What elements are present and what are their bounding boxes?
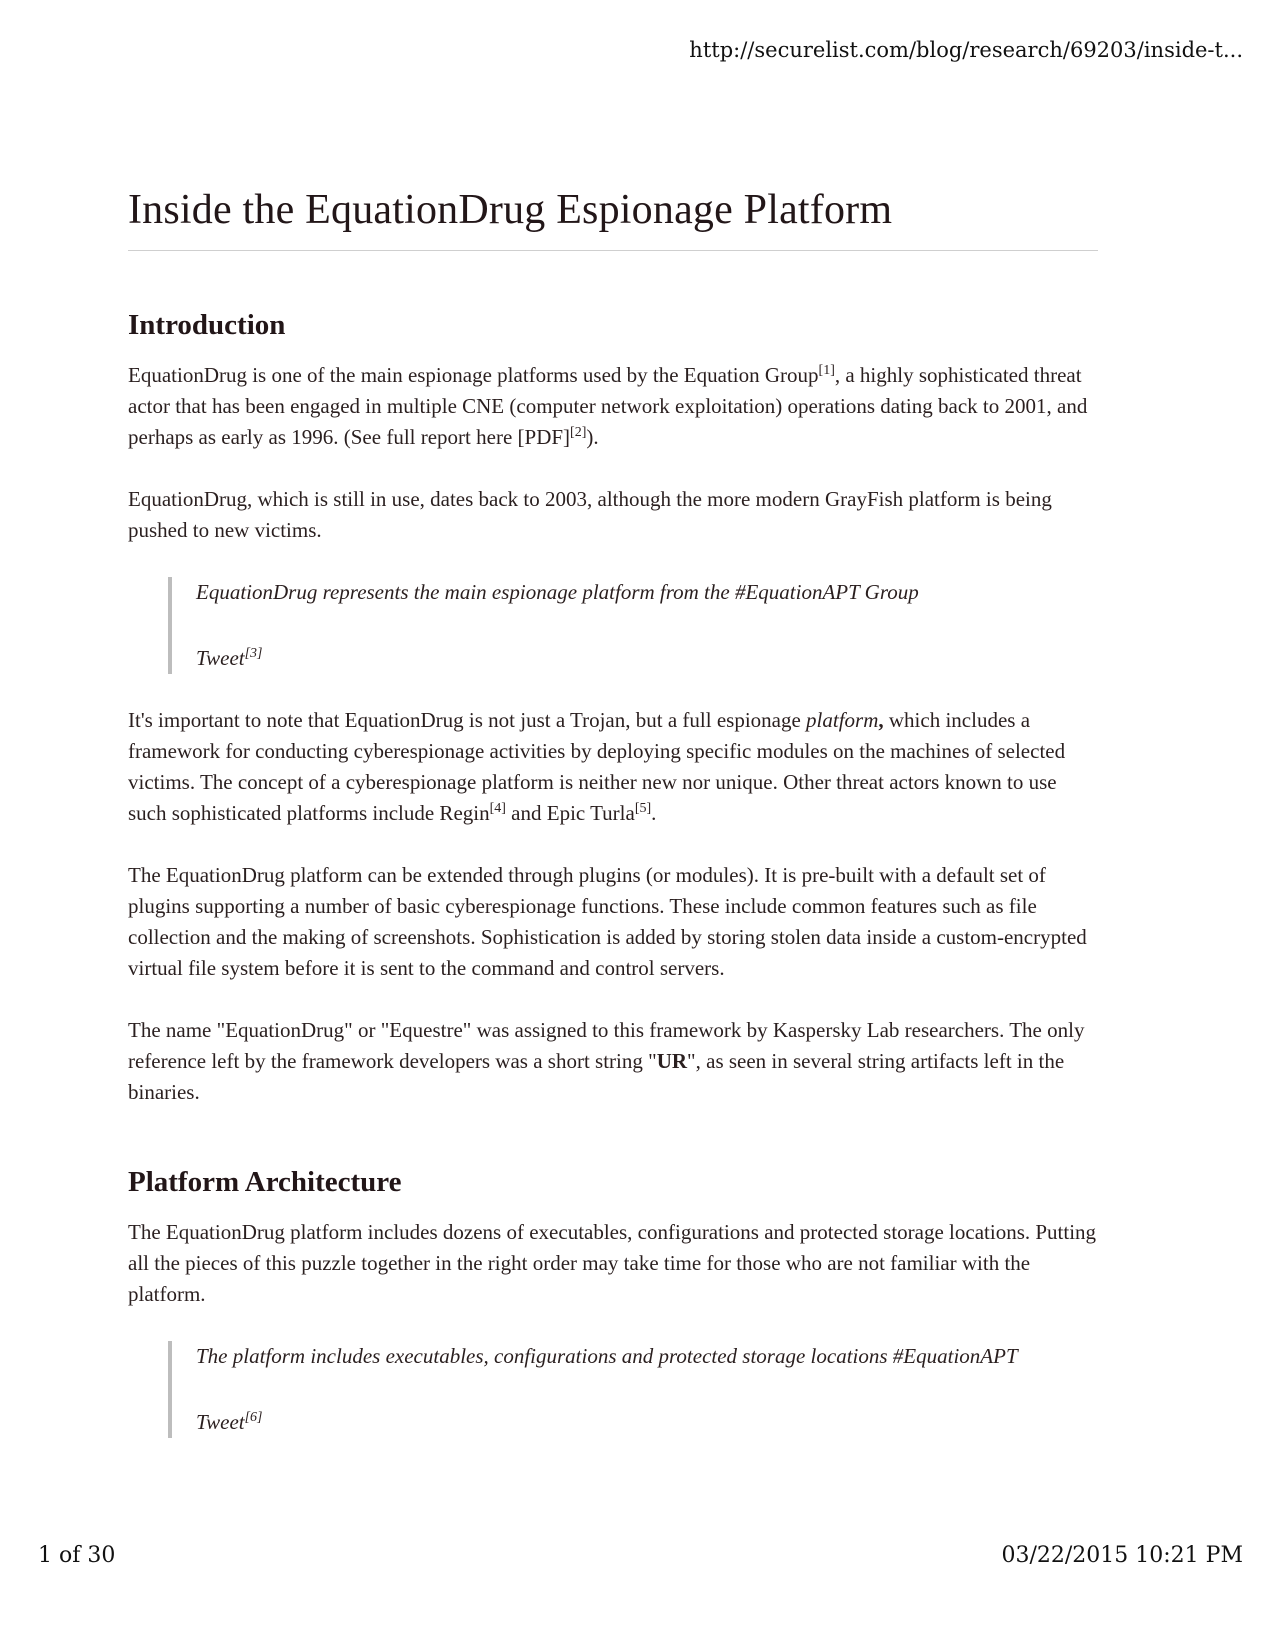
- text: EquationDrug is one of the main espionage platforms used by the Equation Group: [128, 363, 819, 387]
- text: It's important to note that EquationDrug is not just a Trojan, but a full espionage: [128, 708, 807, 732]
- section-heading-introduction: Introduction: [128, 309, 286, 341]
- text: which includes a framework for conducting cyberespionage activities by deploying specific modules on the machines of selected victims. The concept of a cyberespionage platform is neither new nor unique. Other threat actors known to use such sophisticated platforms include Regin: [128, 708, 1066, 825]
- footnote-link-2[interactable]: [2]: [570, 425, 587, 440]
- paragraph-plugins: The EquationDrug platform can be extended through plugins (or modules). It is pre-built with a default set of plugins supporting a number of basic cyberespionage functions. These include common features such as file collection and the making of screenshots. Sophistication is added by storing stolen data inside a custom-encrypted virtual file system before it is sent to the command and control servers.: [128, 863, 1087, 980]
- print-datetime: 03/22/2015 10:21 PM: [1001, 1543, 1243, 1568]
- paragraph-platform-note: [128, 705, 1098, 829]
- emphasis-platform: platform: [806, 708, 879, 732]
- footnote-link-6[interactable]: [6]: [244, 1410, 263, 1425]
- tweet-label[interactable]: Tweet: [196, 646, 245, 670]
- quote-text: The platform includes executables, configurations and protected storage locations #EquationAPT: [196, 1344, 1018, 1368]
- article: [128, 186, 1098, 1469]
- text: ,: [878, 708, 884, 732]
- footnote-link-1[interactable]: [1]: [818, 363, 835, 378]
- quote-text: EquationDrug represents the main espionage platform from the #EquationAPT Group: [196, 580, 919, 604]
- tweet-label[interactable]: Tweet: [196, 1410, 245, 1434]
- text: The name "EquationDrug" or "Equestre" was assigned to this framework by Kaspersky Lab researchers. The only reference left by the framework developers was a short string ": [128, 1018, 1085, 1073]
- footnote-link-3[interactable]: [3]: [244, 646, 263, 661]
- string-ur: UR: [656, 1049, 688, 1073]
- text: ).: [586, 425, 599, 449]
- page-number: 1 of 30: [38, 1543, 116, 1568]
- section-heading-architecture: Platform Architecture: [128, 1166, 402, 1198]
- footnote-link-4[interactable]: [4]: [489, 801, 506, 816]
- article-title: Inside the EquationDrug Espionage Platform: [128, 186, 1098, 251]
- paragraph-still-in-use: EquationDrug, which is still in use, dates back to 2003, although the more modern GrayFish platform is being pushed to new victims.: [128, 487, 1052, 542]
- text: and Epic Turla: [505, 801, 635, 825]
- page-url: http://securelist.com/blog/research/69203/inside-t...: [689, 38, 1243, 62]
- text: , a highly sophisticated threat actor that has been engaged in multiple CNE (computer network exploitation) operations dating back to 2001, and perhaps as early as 1996. (See full report here [PDF]: [128, 363, 1088, 449]
- tweet-link[interactable]: [196, 643, 1098, 674]
- tweet-quote-1: [168, 577, 1098, 674]
- footnote-link-5[interactable]: [5]: [634, 801, 652, 816]
- tweet-link[interactable]: [196, 1407, 1098, 1438]
- paragraph-intro: [128, 360, 1098, 453]
- text: ", as seen in several string artifacts left in the binaries.: [128, 1049, 1065, 1104]
- tweet-quote-2: [168, 1341, 1098, 1438]
- paragraph-name-origin: [128, 1015, 1098, 1108]
- paragraph-architecture: The EquationDrug platform includes dozens of executables, configurations and protected storage locations. Putting all the pieces of this puzzle together in the right order may take time for those who are not familiar with the platform.: [128, 1220, 1097, 1306]
- text: .: [651, 801, 657, 825]
